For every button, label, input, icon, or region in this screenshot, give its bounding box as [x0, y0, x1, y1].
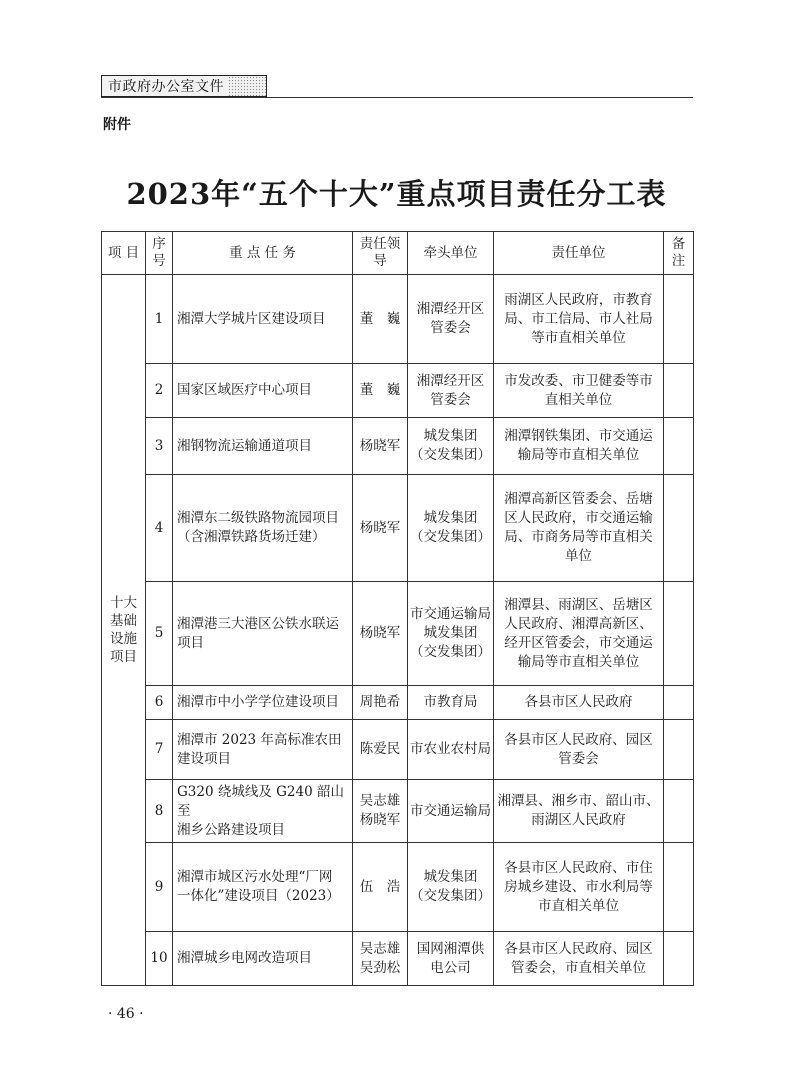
resp-unit-cell: 各县市区人民政府、园区 管委会，市直相关单位: [494, 932, 664, 986]
task-cell: 国家区域医疗中心项目: [173, 364, 353, 418]
seq-cell: 9: [146, 843, 173, 932]
table-header-row: [102, 232, 694, 275]
seq-cell: 7: [146, 720, 173, 780]
lead-unit-cell: 市交通运输局: [408, 780, 494, 843]
task-cell: 湘潭大学城片区建设项目: [173, 275, 353, 364]
seq-cell: 10: [146, 932, 173, 986]
resp-unit-cell: 湘潭县、雨湖区、岳塘区 人民政府、湘潭高新区、 经开区管委会，市交通运 输局等市直相关单位: [494, 582, 664, 686]
header-resp-unit: 责任单位: [494, 232, 664, 275]
lead-unit-cell: 湘潭经开区 管委会: [408, 275, 494, 364]
header-divider: [101, 97, 693, 98]
lead-unit-cell: 城发集团 （交发集团）: [408, 475, 494, 582]
seq-cell: 2: [146, 364, 173, 418]
header-leader: 责任领导: [353, 232, 408, 275]
table-row: [102, 843, 694, 932]
table-row: [102, 418, 694, 475]
leader-cell: 周艳希: [353, 686, 408, 720]
leader-cell: 吴志雄 杨晓军: [353, 780, 408, 843]
lead-unit-cell: 城发集团 （交发集团）: [408, 418, 494, 475]
table-row: [102, 582, 694, 686]
header-category: 项 目: [102, 232, 146, 275]
seq-cell: 6: [146, 686, 173, 720]
resp-unit-cell: 各县市区人民政府: [494, 686, 664, 720]
task-table: [101, 231, 694, 986]
resp-unit-cell: 湘潭钢铁集团、市交通运 输局等市直相关单位: [494, 418, 664, 475]
header-banner: [101, 75, 267, 97]
resp-unit-cell: 湘潭县、湘乡市、韶山市、 雨湖区人民政府: [494, 780, 664, 843]
resp-unit-cell: 市发改委、市卫健委等市 直相关单位: [494, 364, 664, 418]
remark-cell: [664, 932, 694, 986]
leader-cell: 杨晓军: [353, 582, 408, 686]
leader-cell: 吴志雄 吴劲松: [353, 932, 408, 986]
table-row: [102, 932, 694, 986]
header-task: 重 点 任 务: [173, 232, 353, 275]
attachment-label: 附件: [103, 117, 131, 133]
leader-cell: 杨晓军: [353, 418, 408, 475]
remark-cell: [664, 582, 694, 686]
remark-cell: [664, 720, 694, 780]
document-title: 2023年“五个十大”重点项目责任分工表: [126, 177, 667, 211]
lead-unit-cell: 市教育局: [408, 686, 494, 720]
task-cell: 湘潭市中小学学位建设项目: [173, 686, 353, 720]
task-cell: 湘潭东二级铁路物流园项目 （含湘潭铁路货场迁建）: [173, 475, 353, 582]
leader-cell: 杨晓军: [353, 475, 408, 582]
resp-unit-cell: 湘潭高新区管委会、岳塘 区人民政府，市交通运输 局、市商务局等市直相关 单位: [494, 475, 664, 582]
remark-cell: [664, 364, 694, 418]
category-cell: 十大 基础 设施 项目: [102, 275, 146, 986]
seq-cell: 3: [146, 418, 173, 475]
task-cell: 湘钢物流运输通道项目: [173, 418, 353, 475]
page-number: · 46 ·: [108, 1006, 144, 1022]
table-row: [102, 720, 694, 780]
table-row: [102, 686, 694, 720]
seq-cell: 1: [146, 275, 173, 364]
lead-unit-cell: 湘潭经开区 管委会: [408, 364, 494, 418]
task-cell: 湘潭市城区污水处理“厂网 一体化”建设项目（2023）: [173, 843, 353, 932]
remark-cell: [664, 275, 694, 364]
table-row: [102, 780, 694, 843]
lead-unit-cell: 市农业农村局: [408, 720, 494, 780]
leader-cell: 陈爱民: [353, 720, 408, 780]
leader-cell: 伍 浩: [353, 843, 408, 932]
lead-unit-cell: 国网湘潭供 电公司: [408, 932, 494, 986]
task-cell: 湘潭港三大港区公铁水联运 项目: [173, 582, 353, 686]
leader-cell: 董 巍: [353, 364, 408, 418]
seq-cell: 8: [146, 780, 173, 843]
header-label: 市政府办公室文件: [102, 76, 228, 96]
seq-cell: 4: [146, 475, 173, 582]
task-cell: 湘潭城乡电网改造项目: [173, 932, 353, 986]
resp-unit-cell: 各县市区人民政府、园区 管委会: [494, 720, 664, 780]
task-cell: 湘潭市 2023 年高标准农田 建设项目: [173, 720, 353, 780]
table-row: [102, 275, 694, 364]
task-cell: G320 绕城线及 G240 韶山至 湘乡公路建设项目: [173, 780, 353, 843]
resp-unit-cell: 各县市区人民政府、市住 房城乡建设、市水利局等 市直相关单位: [494, 843, 664, 932]
remark-cell: [664, 475, 694, 582]
remark-cell: [664, 843, 694, 932]
resp-unit-cell: 雨湖区人民政府，市教育 局、市工信局、市人社局 等市直相关单位: [494, 275, 664, 364]
leader-cell: 董 巍: [353, 275, 408, 364]
lead-unit-cell: 市交通运输局 城发集团 （交发集团）: [408, 582, 494, 686]
lead-unit-cell: 城发集团 （交发集团）: [408, 843, 494, 932]
table-row: [102, 475, 694, 582]
seq-cell: 5: [146, 582, 173, 686]
header-seq: 序 号: [146, 232, 173, 275]
table-row: [102, 364, 694, 418]
remark-cell: [664, 686, 694, 720]
remark-cell: [664, 780, 694, 843]
header-lead-unit: 牵头单位: [408, 232, 494, 275]
header-remark: 备 注: [664, 232, 694, 275]
remark-cell: [664, 418, 694, 475]
